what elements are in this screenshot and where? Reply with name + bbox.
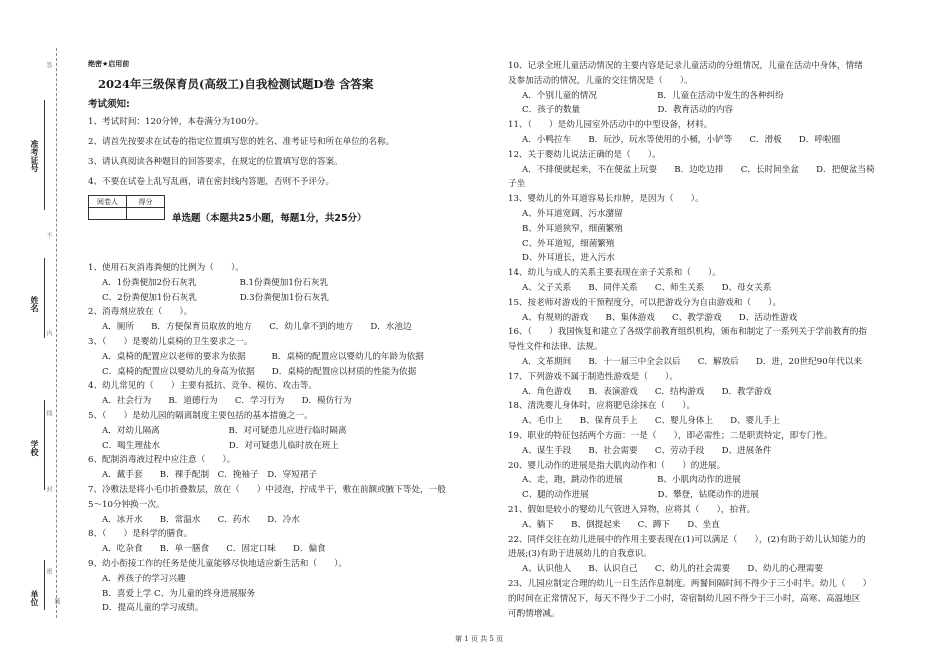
text-line: 子坐 (508, 179, 526, 190)
text-line: 15、按老师对游戏的干预程度分，可以把游戏分为自由游戏和（ ）。 (508, 297, 782, 308)
text-line: 11、（ ）是幼儿园室外活动中的中型设备，材料。 (508, 120, 713, 131)
text-line: 12、关于婴幼儿说法正确的是（ ）。 (508, 149, 661, 160)
notice-item: 4、不要在试卷上乱写乱画，请在密封线内答题，否则不予评分。 (88, 177, 335, 187)
text-line: A、毛巾上 B、保育员手上 C、婴儿身体上 D、婴儿手上 (522, 416, 781, 427)
text-line: 22、同伴交往在幼儿进展中的作用主要表现在(1)可以满足（ ），(2)有助于幼儿认知能力的 (508, 534, 866, 545)
text-line: D．提高儿童的学习成绩。 (102, 603, 204, 614)
text-line: C、腿的动作进展 D、攀登，钻爬动作的进展 (522, 490, 759, 501)
text-line: A．厕所 B．方便保育员取放的地方 C．幼儿拿不到的地方 D．水池边 (102, 322, 412, 333)
name-label: 姓名 (30, 296, 40, 312)
text-line: C．2份粪便加1份石灰乳 D.3份粪便加1份石灰乳 (102, 292, 329, 303)
text-line: A．社会行为 B．道德行为 C．学习行为 D．模仿行为 (102, 396, 352, 407)
text-line: 4、幼儿常见的（ ）主要有抵抗、竞争、模仿、攻击等。 (88, 381, 317, 392)
text-line: C．桌椅的配置应以婴幼儿的身高为依据 D．桌椅的配置应以材质的性能为依据 (102, 366, 417, 377)
text-line: 14、幼儿与成人的关系主要表现在亲子关系和（ ）。 (508, 268, 721, 279)
text-line: A．桌椅的配置应以老师的要求为依据 B．桌椅的配置应以婴幼儿的年龄为依据 (102, 351, 424, 362)
text-line: 21、假如是较小的婴幼儿气管进入异物，应将其（ ），拍背。 (508, 505, 756, 515)
seal-mark: 线 (45, 410, 52, 416)
notice-item: 3、请认真阅读各种题目的回答要求，在规定的位置填写您的答案。 (88, 157, 343, 167)
text-line: 5、（ ）是幼儿园的隔离制度主要包括的基本措施之一。 (88, 411, 313, 421)
seal-mark: 内 (45, 330, 52, 336)
text-line: A、外耳道宽阔，污水潴留 (522, 209, 623, 219)
text-line: 16、（ ）我国恢复和建立了各级学前教育组织机构，颁布和制定了一系列关于学前教育的指 (508, 327, 867, 338)
text-line: 20、婴儿动作的进展是指大肌肉动作和（ ）的进展。 (508, 460, 726, 471)
secret-label: 绝密★启用前 (88, 60, 130, 68)
text-line: 19、职业的特征包括两个方面：一是（ ），即必需性；二是职责特定，即专门性。 (508, 431, 833, 441)
text-line: A、躺下 B、倒提起来 C、蹲下 D、坐直 (522, 519, 720, 530)
text-line: 及参加活动的情况，儿童的交往情况是（ ）。 (508, 75, 693, 86)
text-line: 10、记录全班儿童活动情况的主要内容是记录儿童活动的分组情况，儿童在活动中身体，情绪 (508, 61, 863, 71)
score-table (88, 195, 165, 220)
text-line: A．文革期间 B．十一届三中全会以后 C．解放后 D．进，20世纪90年代以来 (522, 357, 863, 367)
text-line: 3、（ ）是婴幼儿桌椅的卫生要求之一。 (88, 337, 253, 347)
score-cell: 得分 (127, 196, 165, 208)
text-line: A．对幼儿隔离 B．对可疑患儿应进行临时隔离 (102, 425, 347, 436)
seal-mark: 密 (45, 568, 52, 574)
text-line: 可酌情增减。 (508, 608, 560, 619)
grader-cell: 阅卷人 (89, 196, 127, 208)
seal-mark: 不 (45, 232, 52, 238)
text-line: A．小鸭拉车 B．玩沙，玩水等使用的小桶，小铲等 C．滑板 D．呼啦圈 (522, 135, 841, 145)
notice-item: 2、请首先按要求在试卷的指定位置填写您的姓名、准考证号和所在单位的名称。 (88, 137, 395, 147)
seal-mark: 封 (45, 486, 52, 492)
page-footer: 第 1 页 共 5 页 (455, 635, 504, 643)
unit-label: 单位 (30, 590, 40, 606)
text-line: D、外耳道长，进入污水 (522, 253, 615, 264)
seal-mark: 题 (53, 598, 60, 604)
text-line: 导性文件和法律、法规。 (508, 342, 603, 353)
text-line: A、有规则的游戏 B、集体游戏 C、教学游戏 D、活动性游戏 (522, 312, 798, 323)
grader-input[interactable] (89, 208, 127, 220)
text-line: 7、冷敷法是将小毛巾折叠数层，放在（ ）中浸泡，拧成半干，敷在前额或腋下等处，一般 (88, 485, 446, 495)
text-line: 8、（ ）是科学的膳食。 (88, 529, 193, 540)
text-line: A．戴手套 B．裸手配制 C．挽袖子 D．穿短裙子 (102, 470, 318, 481)
text-line: A．1份粪便加2份石灰乳 B.1份粪便加1份石灰乳 (102, 277, 329, 288)
text-line: A．不排便就起来，不在便盆上玩耍 B．边吃边排 C．长时间坐盆 D．把便盆当椅 (522, 164, 875, 175)
text-line: 5～10分钟换一次。 (88, 499, 165, 510)
text-line: A．养孩子的学习兴趣 (102, 573, 186, 584)
score-input[interactable] (127, 208, 165, 220)
name-field[interactable] (44, 258, 45, 338)
text-line: 进展;(3)有助于进展幼儿的自我意识。 (508, 549, 652, 560)
binding-line (56, 48, 57, 618)
notice-title: 考试须知: (88, 99, 130, 110)
id-number-label: 准考证号 (30, 140, 40, 172)
text-line: 9、幼小衔接工作的任务是使儿童能够尽快地适应新生活和（ ）。 (88, 559, 347, 569)
page-title: 2024年三级保育员(高级工)自我检测试题D卷 含答案 (98, 77, 374, 91)
text-line: A、父子关系 B、同伴关系 C、师生关系 D、母女关系 (522, 283, 772, 293)
text-line: 23、儿园应制定合理的幼儿一日生活作息制度。两餐间隔时间不得少于三小时半。幼儿（ ） (508, 579, 872, 589)
text-line: 13、婴幼儿的外耳道容易长疖肿，是因为（ ）。 (508, 194, 704, 205)
text-line: A．个别儿童的情况 B．儿童在活动中发生的各种纠纷 (522, 90, 784, 101)
text-line: A、认识他人 B、认识自己 C、幼儿的社会需要 D、幼儿的心理需要 (522, 564, 823, 575)
text-line: 的时间在正常情况下，每天不得少于二小时，寄宿制幼儿园不得少于三小时，高寒、高温地区 (508, 593, 861, 604)
text-line: A、谋生手段 B、社会需要 C、劳动手段 D、进展条件 (522, 445, 772, 456)
text-line: A．角色游戏 B．表演游戏 C．结构游戏 D．教学游戏 (522, 386, 772, 397)
text-line: A．吃杂食 B．单一膳食 C．固定口味 D．偏食 (102, 544, 326, 555)
section-title: 单选题（本题共25小题，每题1分，共25分） (172, 213, 367, 224)
text-line: C、外耳道短，细菌繁殖 (522, 238, 615, 249)
text-line: 1、使用石灰消毒粪便的比例为（ ）。 (88, 263, 244, 273)
text-line: 18、清洗婴儿身体时，应将肥皂涂抹在（ ）。 (508, 401, 696, 412)
id-number-field[interactable] (44, 100, 45, 210)
text-line: 6、配制消毒液过程中应注意（ ）。 (88, 455, 236, 466)
text-line: C．喝生理盐水 D．对可疑患儿临时放在班上 (102, 440, 339, 451)
text-line: A．冰开水 B．常温水 C．药水 D．冷水 (102, 514, 300, 525)
text-line: B．喜爱上学 C、为儿童的终身进展服务 (102, 588, 256, 599)
text-line: B、外耳道狭窄，细菌繁殖 (522, 223, 623, 234)
text-line: A、走，跑，跳动作的进展 B、小肌肉动作的进展 (522, 475, 741, 486)
seal-mark: 答 (45, 62, 52, 68)
notice-item: 1、考试时间：120分钟，本卷满分为100分。 (88, 117, 264, 127)
text-line: 17、下列游戏不属于制造性游戏是（ ）。 (508, 371, 678, 382)
text-line: 2、消毒剂应放在（ ）。 (88, 307, 193, 318)
school-label: 学校 (30, 440, 40, 456)
text-line: C．孩子的数量 D．教育活动的内容 (522, 105, 734, 116)
